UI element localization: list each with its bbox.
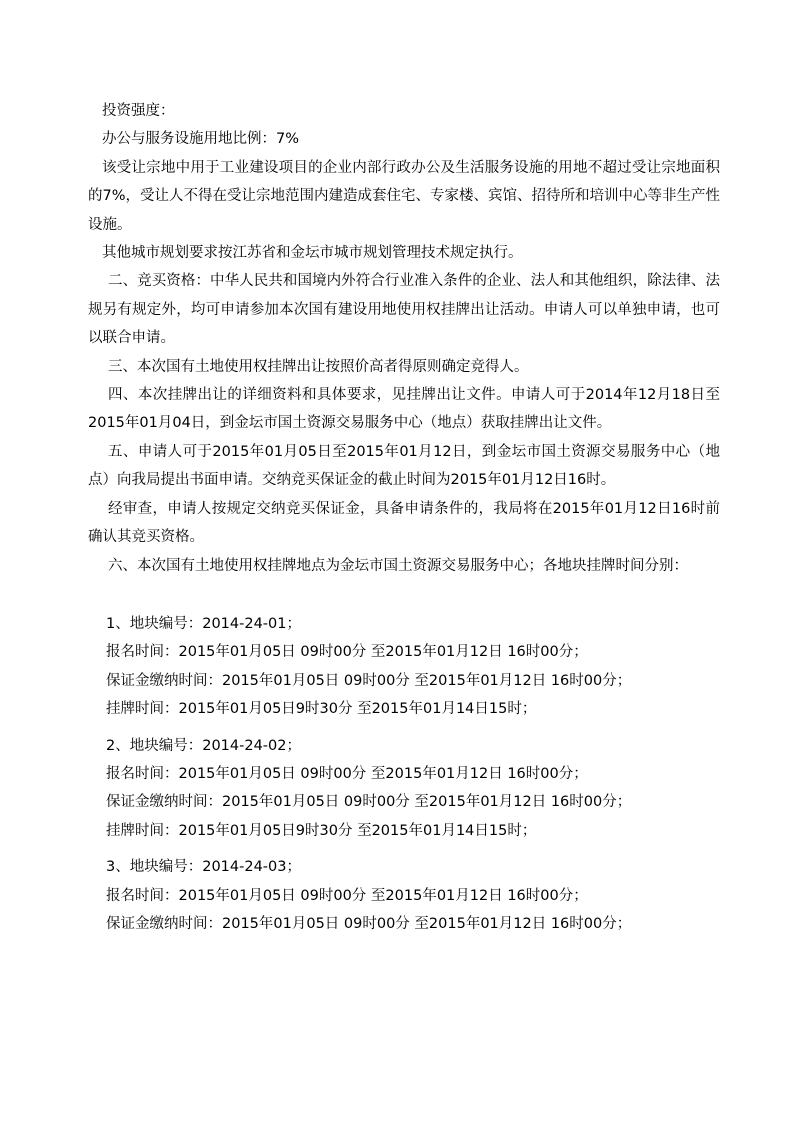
document-body bbox=[88, 97, 720, 938]
plot-registration-time: 报名时间：2015年01月05日 09时00分 至2015年01月12日 16时00分； bbox=[106, 644, 588, 661]
section-5-application: 五、申请人可于2015年01月05日至2015年01月12日，到金坛市国土资源交易服务中心（地点）向我局提出书面申请。交纳竞买保证金的截止时间为2015年01月12日16时。 bbox=[88, 443, 720, 489]
plot-code-line: 2、地块编号：2014-24-02； bbox=[106, 737, 301, 754]
review-paragraph: 经审查，申请人按规定交纳竞买保证金，具备申请条件的，我局将在2015年01月12日16时前确认其竞买资格。 bbox=[88, 500, 720, 546]
plot-block-2 bbox=[88, 732, 720, 846]
plot-code-line: 3、地块编号：2014-24-03； bbox=[106, 859, 301, 876]
plot-registration-time: 报名时间：2015年01月05日 09时00分 至2015年01月12日 16时00分； bbox=[106, 765, 588, 782]
plot-listing-time: 挂牌时间：2015年01月05日9时30分 至2015年01月14日15时； bbox=[106, 701, 537, 718]
section-6-listing-location: 六、本次国有土地使用权挂牌地点为金坛市国土资源交易服务中心；各地块挂牌时间分别： bbox=[108, 557, 688, 574]
section-3-winner-principle: 三、本次国有土地使用权挂牌出让按照价高者得原则确定竞得人。 bbox=[108, 358, 529, 375]
plot-block-1 bbox=[88, 610, 720, 724]
plot-listing-time: 挂牌时间：2015年01月05日9时30分 至2015年01月14日15时； bbox=[106, 822, 537, 839]
office-ratio-detail-paragraph: 该受让宗地中用于工业建设项目的企业内部行政办公及生活服务设施的用地不超过受让宗地面积的7%，受让人不得在受让宗地范围内建造成套住宅、专家楼、宾馆、招待所和培训中心等非生产性设施。 bbox=[88, 159, 720, 233]
plot-deposit-time: 保证金缴纳时间：2015年01月05日 09时00分 至2015年01月12日 16时00分； bbox=[106, 915, 632, 932]
plot-block-3 bbox=[88, 853, 720, 938]
plot-deposit-time: 保证金缴纳时间：2015年01月05日 09时00分 至2015年01月12日 16时00分； bbox=[106, 794, 632, 811]
plot-code-line: 1、地块编号：2014-24-01； bbox=[106, 615, 301, 632]
investment-intensity-line: 投资强度： bbox=[102, 103, 175, 119]
office-ratio-line: 办公与服务设施用地比例：7% bbox=[102, 131, 300, 148]
plot-registration-time: 报名时间：2015年01月05日 09时00分 至2015年01月12日 16时00分； bbox=[106, 887, 588, 904]
plot-deposit-time: 保证金缴纳时间：2015年01月05日 09时00分 至2015年01月12日 16时00分； bbox=[106, 672, 632, 689]
section-2-bidding-qualification: 二、竞买资格：中华人民共和国境内外符合行业准入条件的企业、法人和其他组织，除法律、法规另有规定外，均可申请参加本次国有建设用地使用权挂牌出让活动。申请人可以单独申请，也可以联合申请。 bbox=[88, 273, 720, 347]
planning-requirements-paragraph: 其他城市规划要求按江苏省和金坛市城市规划管理技术规定执行。 bbox=[102, 245, 523, 262]
section-4-documents: 四、本次挂牌出让的详细资料和具体要求，见挂牌出让文件。申请人可于2014年12月18日至2015年01月04日，到金坛市国土资源交易服务中心（地点）获取挂牌出让文件。 bbox=[88, 387, 720, 432]
